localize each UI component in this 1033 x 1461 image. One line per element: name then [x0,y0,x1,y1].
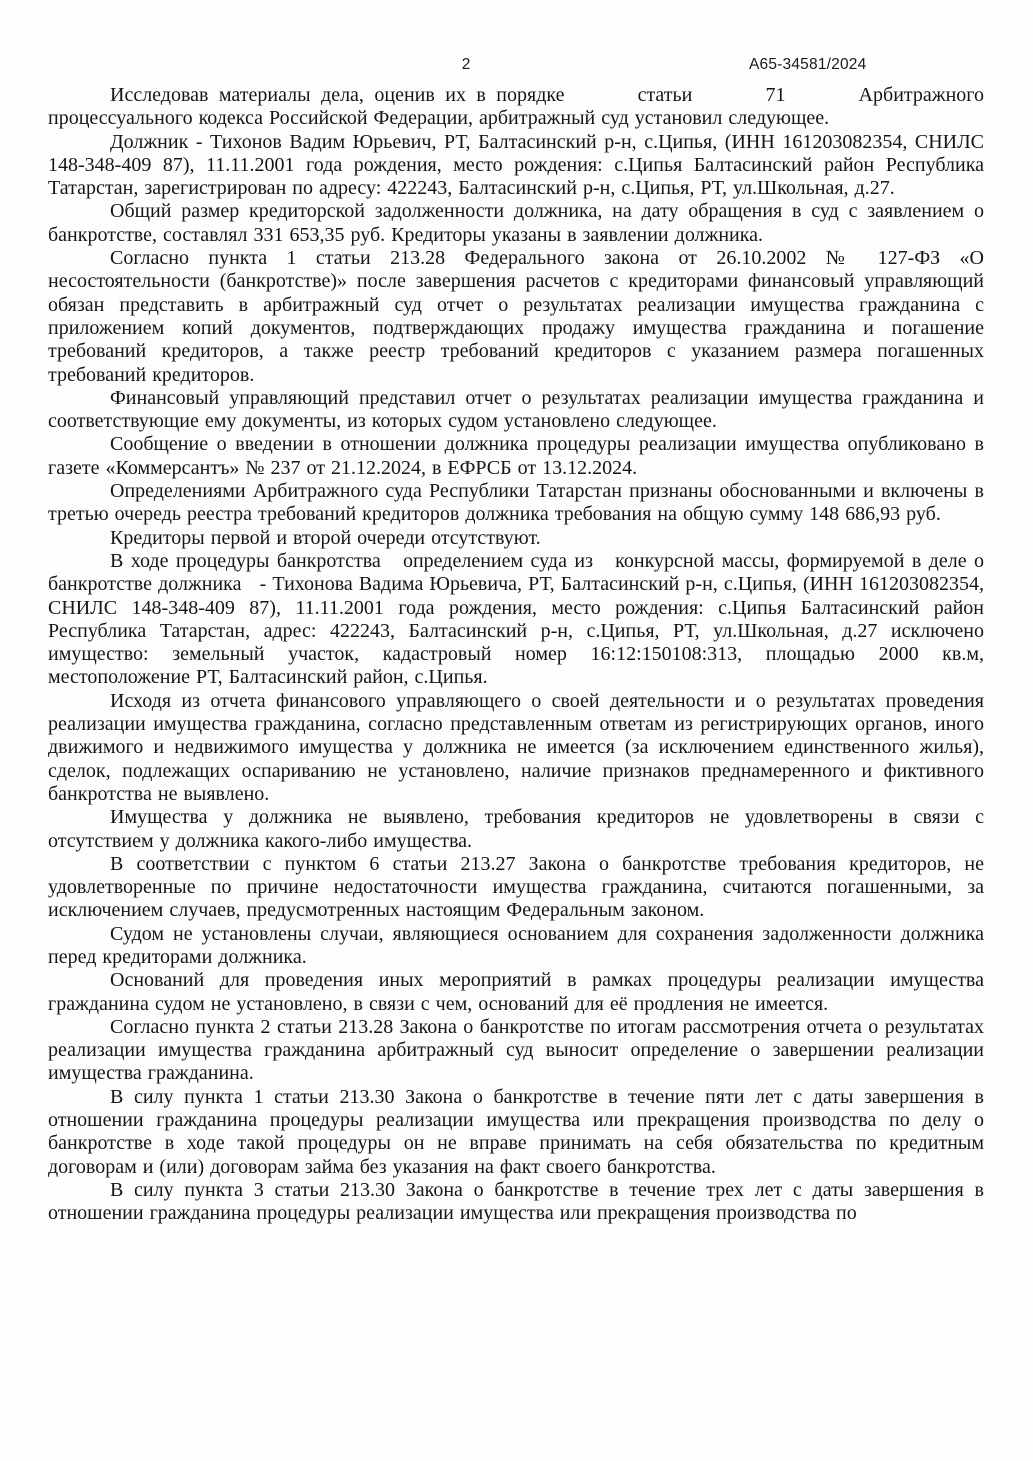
paragraph: Согласно пункта 1 статьи 213.28 Федерального закона от 26.10.2002 № 127-ФЗ «О несостоятельности (банкротстве)» после завершения расчетов с кредиторами финансовый управляющий обязан представить в арбитражный суд отчет о результатах реализации имущества гражданина с приложением копий документов, подтверждающих продажу имущества гражданина и погашение требований кредиторов, а также реестр требований кредиторов с указанием размера погашенных требований кредиторов. [48,247,990,386]
paragraph: Должник - Тихонов Вадим Юрьевич, РТ, Балтасинский р-н, с.Ципья, (ИНН 161203082354, СНИЛС 148-348-409 87), 11.11.2001 года рождения, место рождения: с.Ципья Балтасинский район Республика Татарстан, зарегистрирован по адресу: 422243, Балтасинский р-н, с.Ципья, РТ, ул.Школьная, д.27. [48,130,990,200]
paragraph: Определениями Арбитражного суда Республики Татарстан признаны обоснованными и включены в третью очередь реестра требований кредиторов должника требования на общую сумму 148 686,93 руб. [48,480,990,526]
paragraph: В ходе процедуры банкротства определением суда из конкурсной массы, формируемой в деле о банкротстве должника - Тихонова Вадима Юрьевича, РТ, Балтасинский р-н, с.Ципья, (ИНН 161203082354, СНИЛС 148-348-409 87), 11.11.2001 года рождения, место рождения: с.Ципья Балтасинский район Республика Татарстан, адрес: 422243, Балтасинский р-н, с.Ципья, РТ, ул.Школьная, д.27 исключено имущество: земельный участок, кадастровый номер 16:12:150108:313, площадью 2000 кв.м, местоположение РТ, Балтасинский район, с.Ципья. [48,549,990,689]
paragraph: Исследовав материалы дела, оценив их в порядке статьи 71 Арбитражного процессуального кодекса Российской Федерации, арбитражный суд установил следующее. [48,84,990,130]
case-number: А65-34581/2024 [749,56,867,73]
paragraph: Общий размер кредиторской задолженности должника, на дату обращения в суд с заявлением о банкротстве, составлял 331 653,35 руб. Кредиторы указаны в заявлении должника. [48,200,990,246]
paragraph: Исходя из отчета финансового управляющего о своей деятельности и о результатах проведения реализации имущества гражданина, согласно представленным ответам из регистрирующих органов, иного движимого и недвижимого имущества у должника не имеется (за исключением единственного жилья), сделок, подлежащих оспариванию не установлено, наличие признаков преднамеренного и фиктивного банкротства не выявлено. [48,689,990,805]
page-header [0,56,1033,78]
paragraph: В соответствии с пунктом 6 статьи 213.27 Закона о банкротстве требования кредиторов, не удовлетворенные по причине недостаточности имущества гражданина, считаются погашенными, за исключением случаев, предусмотренных настоящим Федеральным законом. [48,852,990,922]
paragraph: Сообщение о введении в отношении должника процедуры реализации имущества опубликовано в газете «Коммерсантъ» № 237 от 21.12.2024, в ЕФРСБ от 13.12.2024. [48,433,990,479]
paragraph: Оснований для проведения иных мероприятий в рамках процедуры реализации имущества гражданина судом не установлено, в связи с чем, оснований для её продления не имеется. [48,969,990,1015]
paragraph: Судом не установлены случаи, являющиеся основанием для сохранения задолженности должника перед кредиторами должника. [48,922,990,968]
paragraph: В силу пункта 3 статьи 213.30 Закона о банкротстве в течение трех лет с даты завершения в отношении гражданина процедуры реализации имущества или прекращения производства по [48,1178,990,1225]
page-number: 2 [461,56,471,73]
document-body [48,84,990,1226]
paragraph: В силу пункта 1 статьи 213.30 Закона о банкротстве в течение пяти лет с даты завершения в отношении гражданина процедуры реализации имущества или прекращения производства по делу о банкротстве в ходе такой процедуры он не вправе принимать на себя обязательства по кредитным договорам и (или) договорам займа без указания на факт своего банкротства. [48,1085,990,1178]
paragraph: Имущества у должника не выявлено, требования кредиторов не удовлетворены в связи с отсутствием у должника какого-либо имущества. [48,806,990,852]
paragraph: Согласно пункта 2 статьи 213.28 Закона о банкротстве по итогам рассмотрения отчета о результатах реализации имущества гражданина арбитражный суд выносит определение о завершении реализации имущества гражданина. [48,1015,990,1085]
paragraph: Кредиторы первой и второй очереди отсутствуют. [110,526,541,549]
paragraph: Финансовый управляющий представил отчет о результатах реализации имущества гражданина и соответствующие ему документы, из которых судом установлено следующее. [48,386,990,433]
